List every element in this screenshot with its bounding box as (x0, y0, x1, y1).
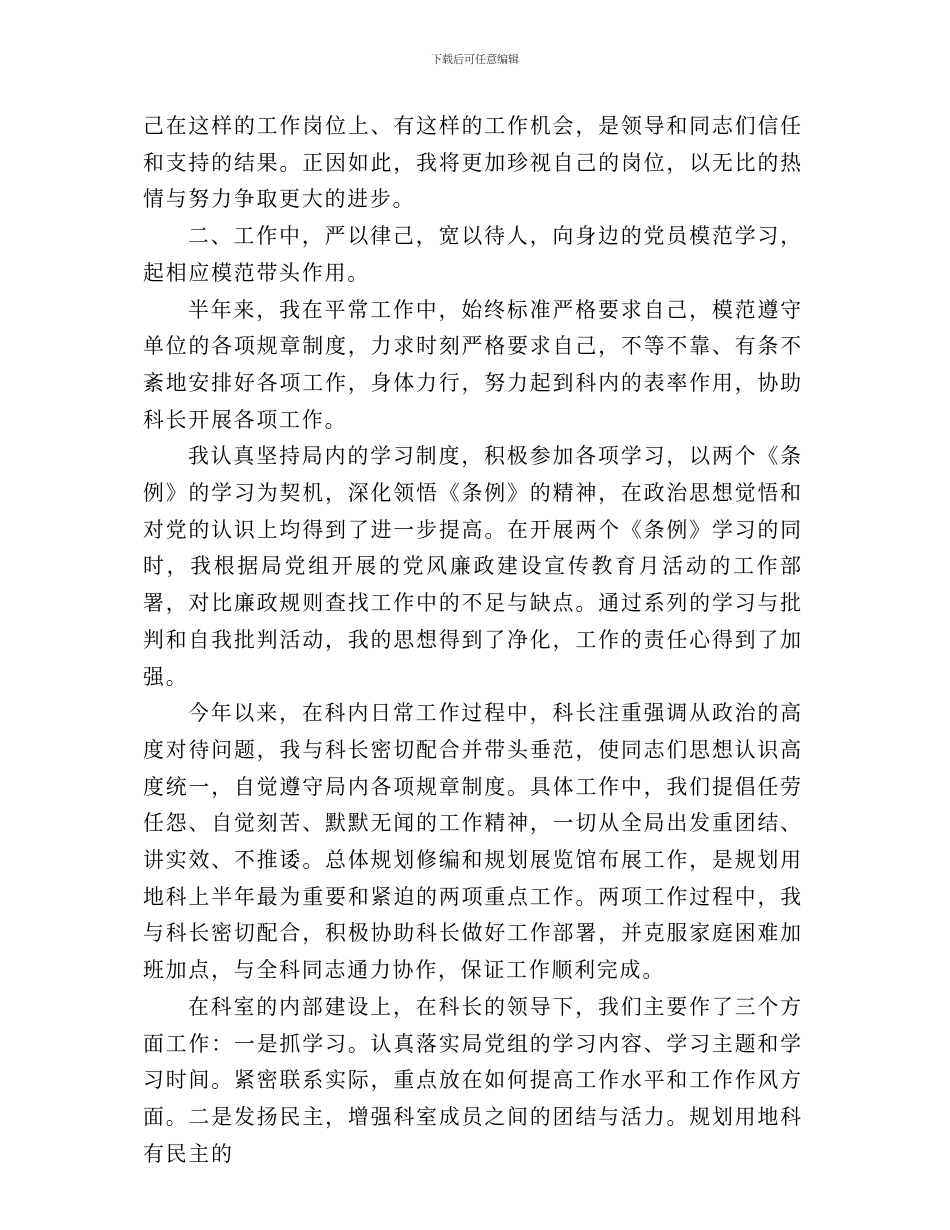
document-body (143, 108, 803, 1172)
paragraph-section-heading: 二、工作中，严以律己，宽以待人，向身边的党员模范学习，起相应模范带头作用。 (143, 224, 803, 285)
paragraph-continuation: 己在这样的工作岗位上、有这样的工作机会，是领导和同志们信任和支持的结果。正因如此，我将更加珍视自己的岗位，以无比的热情与努力争取更大的进步。 (143, 114, 803, 212)
page-header-note: 下载后可任意编辑 (431, 53, 519, 66)
paragraph-internal-building: 在科室的内部建设上，在科长的领导下，我们主要作了三个方面工作：一是抓学习。认真落实局党组的学习内容、学习主题和学习时间。紧密联系实际，重点放在如何提高工作水平和工作作风方面。二是发扬民主，增强科室成员之间的团结与活力。规划用地科有民主的 (143, 994, 803, 1166)
paragraph-half-year-work: 半年来，我在平常工作中，始终标准严格要求自己，模范遵守单位的各项规章制度，力求时刻严格要求自己，不等不靠、有条不紊地安排好各项工作，身体力行，努力起到科内的表率作用，协助科长开展各项工作。 (143, 297, 803, 432)
paragraph-study-regulations: 我认真坚持局内的学习制度，积极参加各项学习，以两个《条例》的学习为契机，深化领悟《条例》的精神，在政治思想觉悟和对党的认识上均得到了进一步提高。在开展两个《条例》学习的同时，我根据局党组开展的党风廉政建设宣传教育月活动的工作部署，对比廉政规则查找工作中的不足与缺点。通过系列的学习与批判和自我批判活动，我的思想得到了净化，工作的责任心得到了加强。 (143, 444, 803, 689)
paragraph-daily-work: 今年以来，在科内日常工作过程中，科长注重强调从政治的高度对待问题，我与科长密切配合并带头垂范，使同志们思想认识高度统一，自觉遵守局内各项规章制度。具体工作中，我们提倡任劳任怨、自觉刻苦、默默无闻的工作精神，一切从全局出发重团结、讲实效、不推诿。总体规划修编和规划展览馆布展工作，是规划用地科上半年最为重要和紧迫的两项重点工作。两项工作过程中，我与科长密切配合，积极协助科长做好工作部署，并克服家庭困难加班加点，与全科同志通力协作，保证工作顺利完成。 (143, 701, 803, 983)
